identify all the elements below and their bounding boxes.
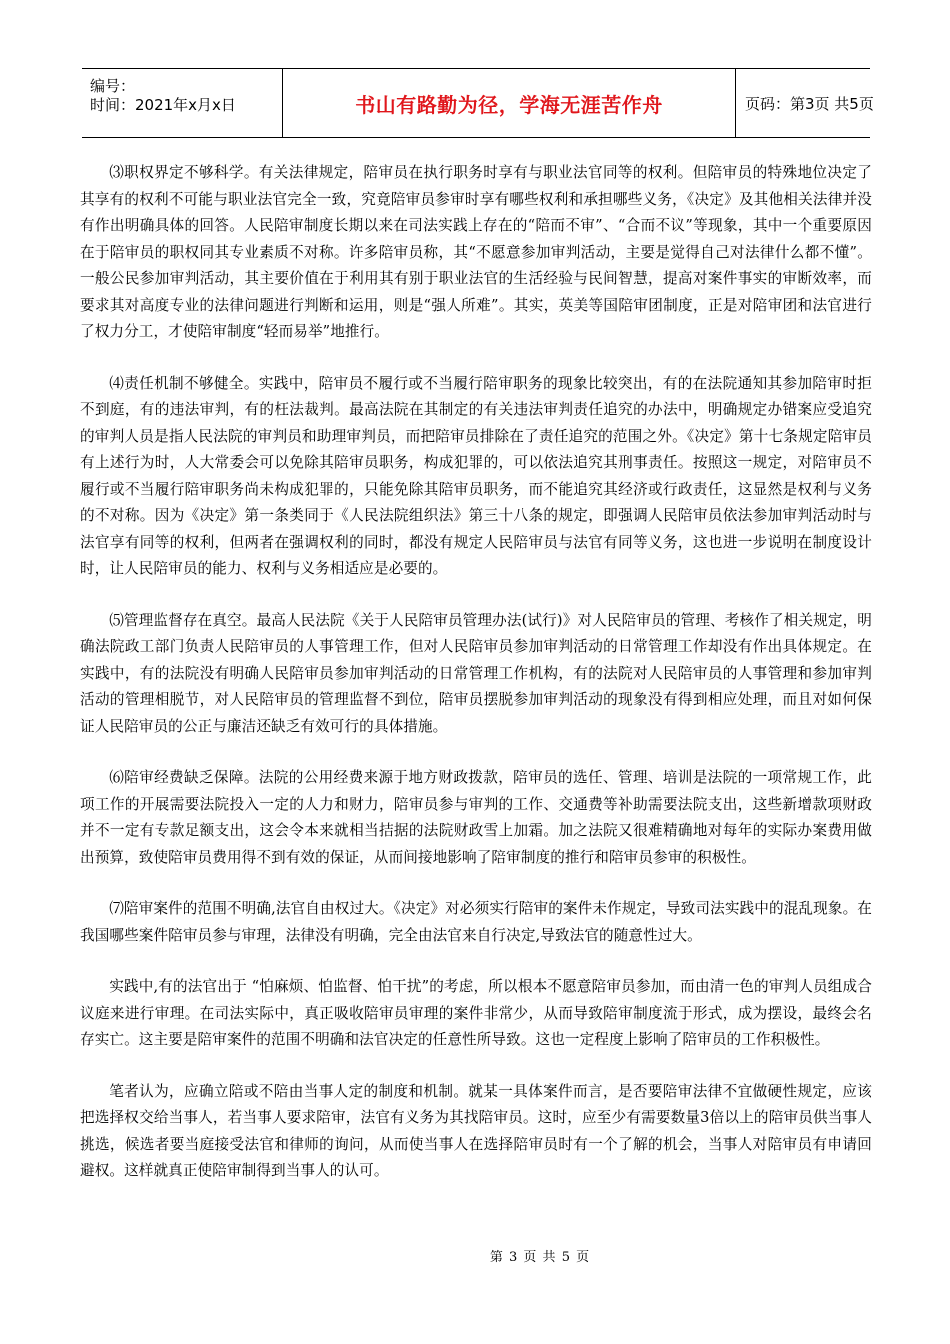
paragraph-practice: 实践中,有的法官出于 “怕麻烦、怕监督、怕干扰”的考虑，所以根本不愿意陪审员参加，而由清一色的审判人员组成合议庭来进行审理。在司法实际中，真正吸收陪审员审理的案件非常少，从而导致陪审制度流于形式，成为摆设，最终会名存实亡。这主要是陪审案件的范围不明确和法官决定的任意性所导致。这也一定程度上影响了陪审员的工作积极性。 — [80, 978, 872, 1048]
header-page-number: 页码：第3页 共5页 — [745, 94, 874, 113]
document-number-label: 编号： — [90, 77, 136, 95]
header-meta — [82, 69, 282, 137]
page-header — [82, 68, 874, 138]
header-motto-cell — [282, 69, 736, 137]
page-footer: 第 3 页 共 5 页 — [489, 1250, 591, 1265]
document-time-label: 时间：2021年x月x日 — [90, 96, 236, 114]
header-motto: 书山有路勤为径，学海无涯苦作舟 — [355, 92, 663, 117]
paragraph-5: ⑸管理监督存在真空。最高人民法院《关于人民陪审员管理办法(试行)》对人民陪审员的管理、考核作了相关规定，明确法院政工部门负责人民陪审员的人事管理工作，但对人民陪审员参加审判活动的日常管理工作却没有作出具体规定。在实践中，有的法院没有明确人民陪审员参加审判活动的日常管理工作机构，有的法院对人民陪审员的人事管理和参加审判活动的管理相脱节，对人民陪审员的管理监督不到位，陪审员摆脱参加审判活动的现象没有得到相应处理，而且对如何保证人民陪审员的公正与廉洁还缺乏有效可行的具体措施。 — [80, 611, 872, 735]
paragraph-author-view: 笔者认为，应确立陪或不陪由当事人定的制度和机制。就某一具体案件而言，是否要陪审法律不宜做硬性规定，应该把选择权交给当事人，若当事人要求陪审，法官有义务为其找陪审员。这时，应至少有需要数量3倍以上的陪审员供当事人挑选，候选者要当庭接受法官和律师的询问，从而使当事人在选择陪审员时有一个了解的机会，当事人对陪审员有申请回避权。这样就真正使陪审制得到当事人的认可。 — [80, 1082, 872, 1179]
paragraph-4: ⑷责任机制不够健全。实践中，陪审员不履行或不当履行陪审职务的现象比较突出，有的在法院通知其参加陪审时拒不到庭，有的违法审判，有的枉法裁判。最高法院在其制定的有关违法审判责任追究的办法中，明确规定办错案应受追究的审判人员是指人民法院的审判员和助理审判员，而把陪审员排除在了责任追究的范围之外。《决定》第十七条规定陪审员有上述行为时，人大常委会可以免除其陪审员职务，构成犯罪的，可以依法追究其刑事责任。按照这一规定，对陪审员不履行或不当履行陪审职务尚未构成犯罪的，只能免除其陪审员职务，而不能追究其经济或行政责任，这显然是权利与义务的不对称。因为《决定》第一条类同于《人民法院组织法》第三十八条的规定，即强调人民陪审员依法参加审判活动时与法官享有同等的权利，但两者在强调权利的同时，都没有规定人民陪审员与法官有同等义务，这也进一步说明在制度设计时，让人民陪审员的能力、权利与义务相适应是必要的。 — [80, 374, 872, 577]
document-body — [80, 160, 872, 1210]
paragraph-3: ⑶职权界定不够科学。有关法律规定，陪审员在执行职务时享有与职业法官同等的权利。但陪审员的特殊地位决定了其享有的权利不可能与职业法官完全一致，究竟陪审员参审时享有哪些权利和承担哪些义务，《决定》及其他相关法律并没有作出明确具体的回答。人民陪审制度长期以来在司法实践上存在的“陪而不审”、“合而不议”等现象，其中一个重要原因在于陪审员的职权同其专业素质不对称。许多陪审员称，其“不愿意参加审判活动，主要是觉得自己对法律什么都不懂”。一般公民参加审判活动，其主要价值在于利用其有别于职业法官的生活经验与民间智慧，提高对案件事实的审断效率，而要求其对高度专业的法律问题进行判断和运用，则是“强人所难”。其实，英美等国陪审团制度，正是对陪审团和法官进行了权力分工，才使陪审制度“轻而易举”地推行。 — [80, 164, 872, 340]
paragraph-7: ⑺陪审案件的范围不明确,法官自由权过大。《决定》对必须实行陪审的案件未作规定，导致司法实践中的混乱现象。在我国哪些案件陪审员参与审理，法律没有明确，完全由法官来自行决定,导致法官的随意性过大。 — [80, 900, 872, 944]
paragraph-6: ⑹陪审经费缺乏保障。法院的公用经费来源于地方财政拨款，陪审员的选任、管理、培训是法院的一项常规工作，此项工作的开展需要法院投入一定的人力和财力，陪审员参与审判的工作、交通费等补助需要法院支出，这些新增款项财政并不一定有专款足额支出，这会令本来就相当拮据的法院财政雪上加霜。加之法院又很难精确地对每年的实际办案费用做出预算，致使陪审员费用得不到有效的保证，从而间接地影响了陪审制度的推行和陪审员参审的积极性。 — [80, 769, 872, 866]
